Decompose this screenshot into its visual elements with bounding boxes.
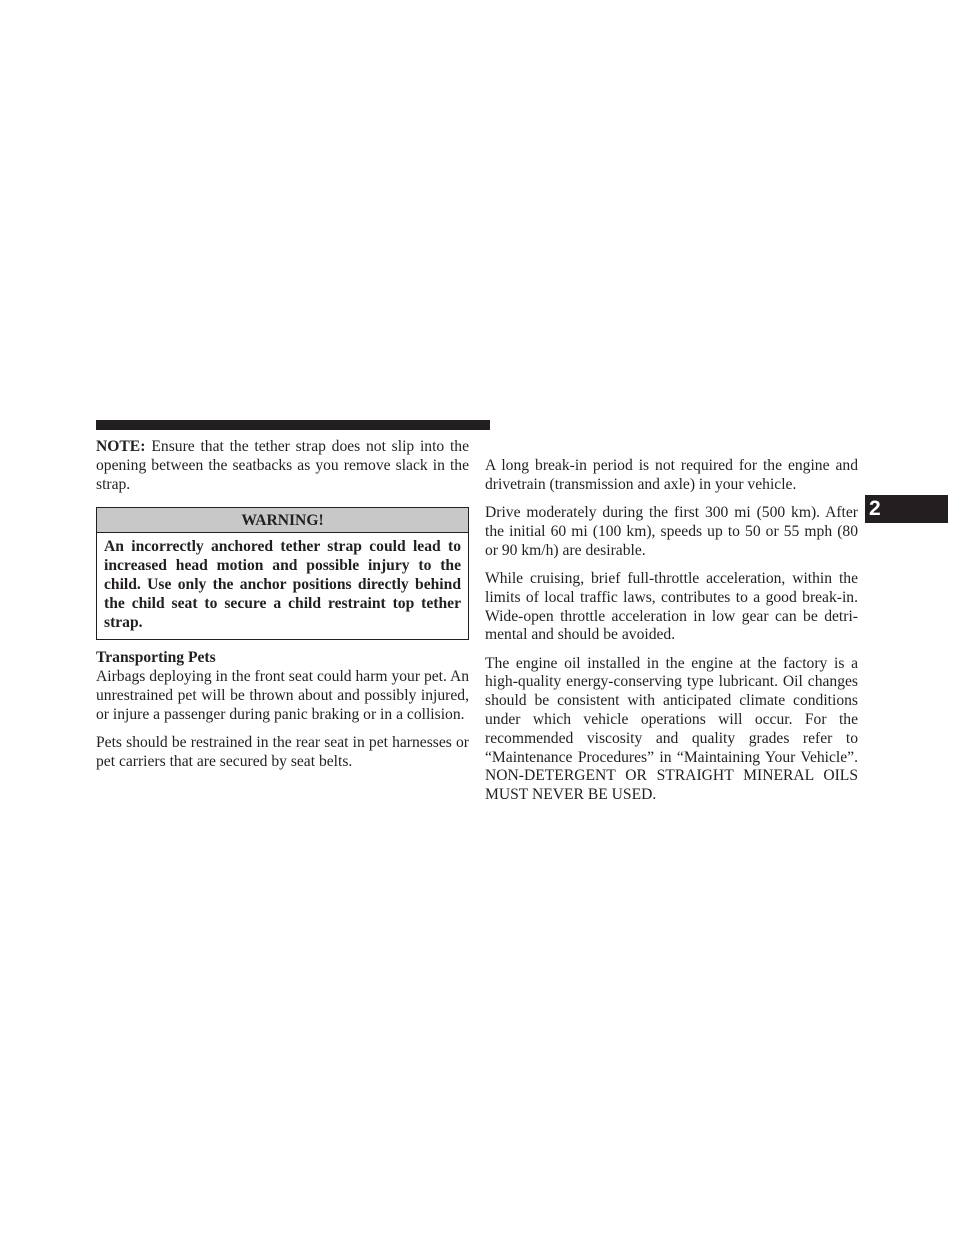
break-in-paragraph-4: The engine oil installed in the engine at the factory is a high-quality energy-conserving type lubricant. Oil changes should be consistent with anticipated climate conditions under which vehicle operations will occur. For the recommended viscosity and quality grades refer to “Maintenance Procedures” in “Maintaining Your Vehicle”. NON-DETERGENT OR STRAIGHT MINERAL OILS MUST NEVER BE USED. xyxy=(485,654,858,804)
break-in-paragraph-2: Drive moderately during the first 300 mi (500 km). After the initial 60 mi (100 km), speeds up to 50 or 55 mph (80 or 90 km/h) are desirable. xyxy=(485,504,858,559)
pets-heading: Transporting Pets xyxy=(96,649,216,667)
note-label: NOTE: xyxy=(96,438,146,455)
left-column xyxy=(96,438,469,781)
break-in-paragraph-3: While cruising, brief full-throttle acceleration, within the limits of local traffic laws, contributes to a good break-in. Wide-open throttle acceleration in low gear can be detrimental and should be avoided. xyxy=(485,569,858,644)
section-divider-bar xyxy=(96,420,490,430)
right-column xyxy=(485,457,858,815)
break-in-paragraph-1: A long break-in period is not required for the engine and drivetrain (transmission and axle) in your vehicle. xyxy=(485,457,858,493)
chapter-tab: 2 xyxy=(865,495,948,523)
warning-body: An incorrectly anchored tether strap could lead to increased head motion and possible injury to the child. Use only the anchor positions directly behind the child seat to secure a child restraint top tether strap. xyxy=(104,538,461,631)
note-text: Ensure that the tether strap does not slip into the opening between the seatbacks as you remove slack in the strap. xyxy=(96,438,469,493)
note-paragraph xyxy=(96,438,469,494)
warning-title: WARNING! xyxy=(97,508,468,533)
pets-paragraph-2: Pets should be restrained in the rear seat in pet harnesses or pet carriers that are secured by seat belts. xyxy=(96,734,469,770)
pets-paragraph-1: Airbags deploying in the front seat could harm your pet. An unrestrained pet will be thrown about and possibly injured, or injure a passenger during panic braking or in a collision. xyxy=(96,668,469,723)
warning-box xyxy=(96,507,469,640)
